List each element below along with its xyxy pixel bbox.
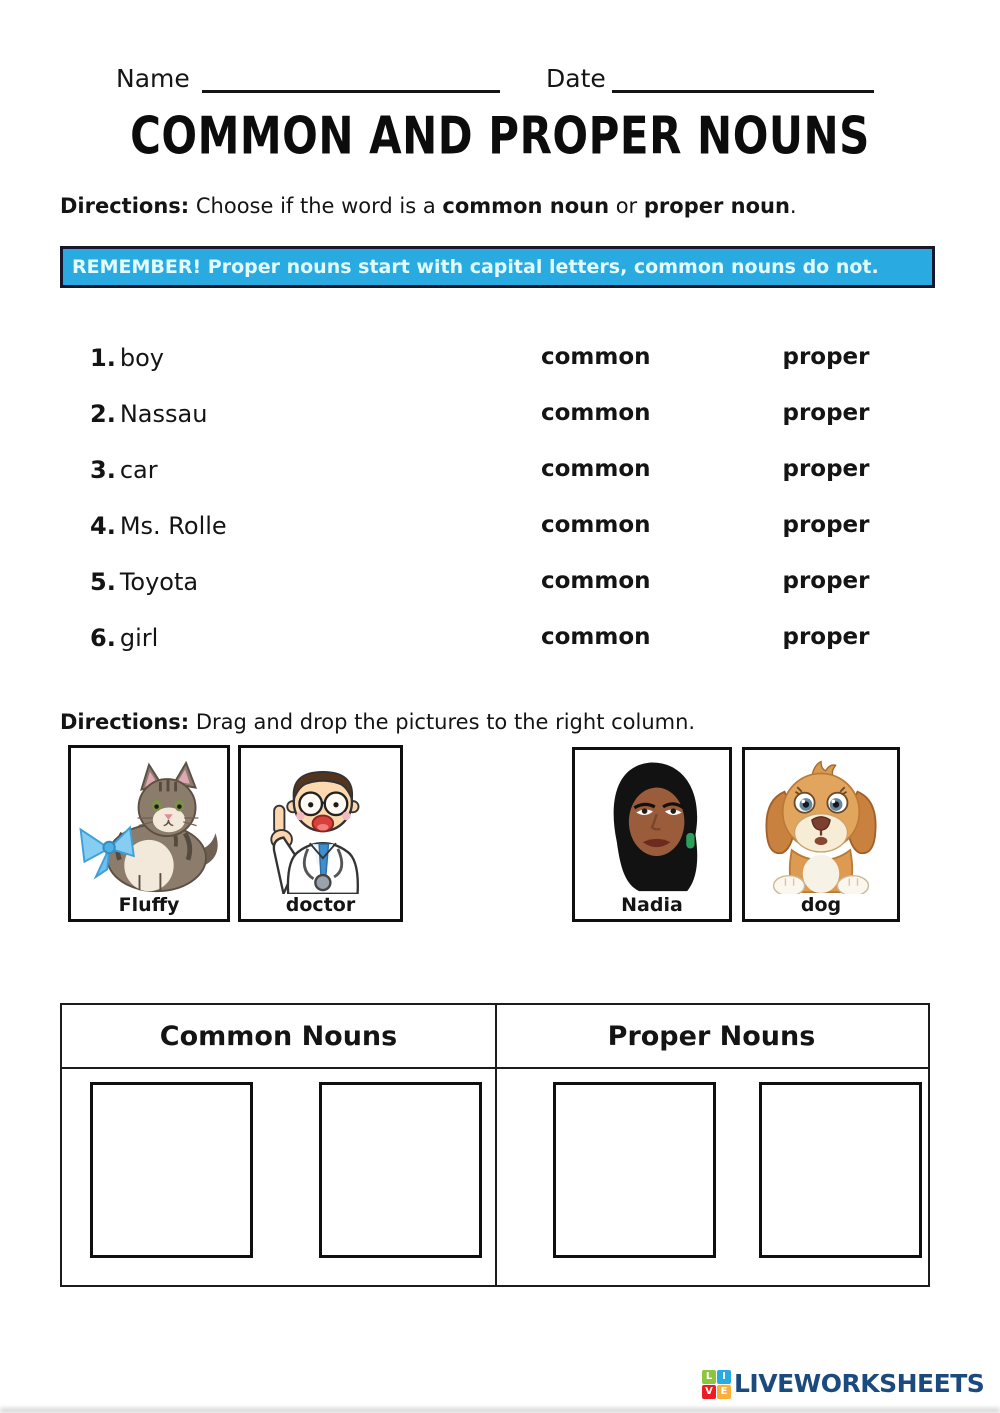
quiz-row-1 bbox=[0, 344, 1000, 378]
directions-choose bbox=[60, 194, 797, 218]
common-drop-zone-2[interactable] bbox=[319, 1082, 482, 1258]
directions-choose-prefix: Choose if the word is a bbox=[189, 194, 443, 218]
woman-portrait-illustration bbox=[578, 755, 726, 894]
proper-drop-zone-2[interactable] bbox=[759, 1082, 922, 1258]
quiz-word-text: Toyota bbox=[119, 568, 199, 596]
quiz-word-text: Nassau bbox=[119, 400, 208, 428]
logo-tile-e: E bbox=[717, 1385, 731, 1399]
quiz-word-text: girl bbox=[119, 624, 159, 652]
directions-choose-proper: proper noun bbox=[643, 194, 790, 218]
quiz-word bbox=[90, 624, 158, 652]
drag-card-nadia[interactable] bbox=[572, 747, 732, 922]
page-bottom-edge bbox=[0, 1408, 1000, 1413]
quiz-row-2 bbox=[0, 400, 1000, 434]
directions-drag-text: Drag and drop the pictures to the right column. bbox=[189, 710, 696, 734]
directions-choose-or: or bbox=[609, 194, 644, 218]
quiz-word bbox=[90, 568, 198, 596]
card-label-doctor: doctor bbox=[285, 894, 356, 916]
quiz-number: 6. bbox=[90, 624, 116, 652]
option-proper-1[interactable]: proper bbox=[782, 344, 870, 370]
logo-tile-l: L bbox=[702, 1370, 716, 1384]
name-label: Name bbox=[116, 64, 190, 93]
directions-choose-label: Directions: bbox=[60, 194, 190, 218]
table-column-divider bbox=[495, 1005, 497, 1285]
card-image-area bbox=[241, 748, 400, 894]
quiz-word bbox=[90, 344, 164, 372]
quiz-number: 4. bbox=[90, 512, 116, 540]
reminder-banner-text: REMEMBER! Proper nouns start with capital letters, common nouns do not. bbox=[72, 256, 879, 278]
drag-card-fluffy[interactable] bbox=[68, 745, 230, 922]
liveworksheets-logo[interactable] bbox=[702, 1369, 984, 1399]
card-label-nadia: Nadia bbox=[621, 894, 683, 916]
option-proper-6[interactable]: proper bbox=[782, 624, 870, 650]
drag-card-dog[interactable] bbox=[742, 747, 900, 922]
option-common-1[interactable]: common bbox=[541, 344, 651, 370]
quiz-word bbox=[90, 456, 158, 484]
directions-choose-common: common noun bbox=[442, 194, 610, 218]
quiz-number: 1. bbox=[90, 344, 116, 372]
quiz-word bbox=[90, 512, 227, 540]
quiz-word-text: boy bbox=[119, 344, 164, 372]
directions-drag-label: Directions: bbox=[60, 710, 190, 734]
option-common-2[interactable]: common bbox=[541, 400, 651, 426]
quiz-number: 5. bbox=[90, 568, 116, 596]
logo-tile-i: I bbox=[717, 1370, 731, 1384]
puppy-illustration bbox=[748, 757, 894, 894]
card-label-dog: dog bbox=[800, 894, 842, 916]
option-proper-5[interactable]: proper bbox=[782, 568, 870, 594]
logo-tile-v: V bbox=[702, 1385, 716, 1399]
worksheet-title: COMMON AND PROPER NOUNS bbox=[130, 106, 870, 166]
quiz-word bbox=[90, 400, 207, 428]
option-proper-4[interactable]: proper bbox=[782, 512, 870, 538]
liveworksheets-logo-icon bbox=[702, 1370, 731, 1399]
directions-drag bbox=[60, 710, 695, 734]
option-proper-2[interactable]: proper bbox=[782, 400, 870, 426]
quiz-row-6 bbox=[0, 624, 1000, 658]
drag-card-doctor[interactable] bbox=[238, 745, 403, 922]
reminder-banner bbox=[60, 246, 935, 288]
cat-with-blue-bow-illustration bbox=[73, 761, 225, 894]
option-common-5[interactable]: common bbox=[541, 568, 651, 594]
date-label: Date bbox=[546, 64, 606, 93]
directions-choose-period: . bbox=[789, 194, 797, 218]
card-image-area bbox=[71, 748, 227, 894]
quiz-number: 3. bbox=[90, 456, 116, 484]
card-image-area bbox=[745, 750, 897, 894]
sorting-table bbox=[60, 1003, 930, 1287]
quiz-row-4 bbox=[0, 512, 1000, 546]
proper-drop-zone-1[interactable] bbox=[553, 1082, 716, 1258]
proper-nouns-header: Proper Nouns bbox=[607, 1020, 816, 1052]
quiz-row-3 bbox=[0, 456, 1000, 490]
option-common-4[interactable]: common bbox=[541, 512, 651, 538]
card-label-fluffy: Fluffy bbox=[118, 894, 180, 916]
option-proper-3[interactable]: proper bbox=[782, 456, 870, 482]
quiz-row-5 bbox=[0, 568, 1000, 602]
card-image-area bbox=[575, 750, 729, 894]
common-nouns-header: Common Nouns bbox=[159, 1020, 398, 1052]
quiz-word-text: car bbox=[119, 456, 158, 484]
doctor-illustration bbox=[246, 753, 396, 894]
name-input-line[interactable] bbox=[202, 64, 500, 93]
option-common-6[interactable]: common bbox=[541, 624, 651, 650]
date-input-line[interactable] bbox=[612, 64, 874, 93]
option-common-3[interactable]: common bbox=[541, 456, 651, 482]
quiz-word-text: Ms. Rolle bbox=[119, 512, 227, 540]
common-drop-zone-1[interactable] bbox=[90, 1082, 253, 1258]
quiz-number: 2. bbox=[90, 400, 116, 428]
liveworksheets-logo-text: LIVEWORKSHEETS bbox=[734, 1369, 985, 1398]
